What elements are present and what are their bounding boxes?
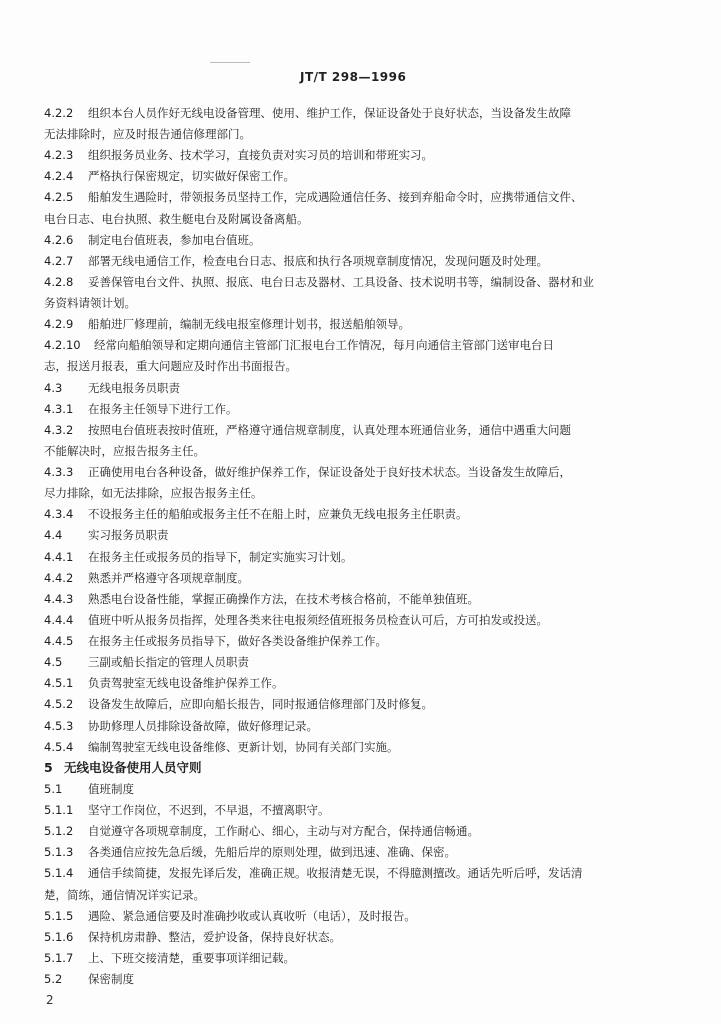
clause-number: 4.4.3 (44, 591, 74, 606)
clause-text: 协助修理人员排除设备故障，做好修理记录。 (88, 718, 318, 733)
clause-line (44, 423, 571, 437)
clause-text: 在报务主任或报务员指导下，做好各类设备维护保养工作。 (88, 634, 387, 649)
clause-line (44, 106, 571, 120)
clause-text: 值班中听从报务员指挥，处理各类来往电报须经值班报务员检查认可后，方可拍发或投送。 (88, 612, 548, 627)
clause-continuation (44, 296, 136, 310)
clause-line (44, 571, 249, 585)
clause-line (44, 634, 387, 648)
clause-line (44, 592, 479, 606)
clause-line (44, 190, 583, 204)
clause-number: 5.1.5 (44, 908, 74, 923)
clause-text: 正确使用电台各种设备，做好维护保养工作，保证设备处于良好技术状态。当设备发生故障后， (88, 465, 571, 480)
clause-number: 4.3.2 (44, 422, 74, 437)
clause-number: 4.2.4 (44, 169, 74, 184)
clause-number: 4.2.10 (44, 338, 81, 353)
clause-text: 编制驾驶室无线电设备维修、更新计划，协同有关部门实施。 (88, 739, 399, 754)
clause-number: 4.3.1 (44, 401, 74, 416)
clause-number: 4.2.8 (44, 274, 74, 289)
clause-text: 船舶发生遇险时，带领报务员坚持工作，完成遇险通信任务、接到弃船命令时，应携带通信文件、 (88, 190, 583, 205)
clause-number: 4.3 (44, 380, 63, 395)
clause-line (44, 402, 238, 416)
clause-continuation (44, 486, 263, 500)
clause-text: 经常向船舶领导和定期向通信主管部门汇报电台工作情况，每月向通信主管部门送审电台日 (94, 338, 554, 353)
clause-text: 熟悉并严格遵守各项规章制度。 (88, 570, 249, 585)
clause-continuation (44, 359, 297, 373)
clause-number: 4.2.6 (44, 232, 74, 247)
clause-text: 电台日志、电台执照、救生艇电台及附属设备离船。 (44, 211, 309, 226)
clause-text: 制定电台值班表，参加电台值班。 (88, 232, 261, 247)
clause-number: 4.4 (44, 528, 63, 543)
clause-text: 尽力排除，如无法排除，应报告报务主任。 (44, 486, 263, 501)
clause-text: 负责驾驶室无线电设备维护保养工作。 (88, 676, 284, 691)
clause-text: 在报务主任或报务员的指导下，制定实施实习计划。 (88, 549, 353, 564)
clause-number: 4.4.4 (44, 612, 74, 627)
clause-number: 4.5.2 (44, 697, 74, 712)
clause-text: 坚守工作岗位，不迟到，不早退，不擅离职守。 (88, 803, 330, 818)
clause-number: 5.1.6 (44, 929, 74, 944)
clause-number: 4.5.4 (44, 739, 74, 754)
clause-line (44, 275, 594, 289)
clause-text: 无法排除时，应及时报告通信修理部门。 (44, 127, 251, 142)
clause-line (44, 381, 180, 395)
clause-text: 妥善保管电台文件、执照、报底、电台日志及器材、工具设备、技术说明书等，编制设备、器材和业 (88, 274, 594, 289)
clause-line (44, 740, 399, 754)
clause-text: 部署无线电通信工作，检查电台日志、报底和执行各项规章制度情况，发现问题及时处理。 (88, 253, 548, 268)
clause-text: 各类通信应按先急后缓，先船后岸的原则处理，做到迅速、准确、保密。 (88, 845, 456, 860)
clause-line (44, 528, 169, 542)
clause-text: 楚，简练，通信情况详实记录。 (44, 887, 205, 902)
clause-number: 5.1.7 (44, 950, 74, 965)
clause-line (44, 613, 548, 627)
clause-line (44, 782, 134, 796)
clause-number: 5.2 (44, 972, 63, 986)
clause-number: 4.4.5 (44, 634, 74, 649)
clause-number: 4.4.2 (44, 570, 74, 585)
clause-line (44, 507, 468, 521)
clause-number: 4.5.1 (44, 676, 74, 691)
clause-line (44, 824, 479, 838)
clause-number: 5 (44, 759, 53, 775)
clause-text: 自觉遵守各项规章制度，工作耐心、细心，主动与对方配合，保持通信畅通。 (88, 824, 479, 839)
clause-text: 组织本台人员作好无线电设备管理、使用、维护工作，保证设备处于良好状态，当设备发生故障 (88, 106, 571, 120)
clause-number: 4.3.3 (44, 465, 74, 480)
clause-number: 4.5.3 (44, 718, 74, 733)
clause-text: 值班制度 (88, 781, 134, 796)
clause-number: 4.3.4 (44, 507, 74, 522)
clause-line (44, 951, 295, 965)
clause-line (44, 338, 554, 352)
page-number: 2 (46, 993, 54, 1007)
clause-text: 熟悉电台设备性能，掌握正确操作方法，在技术考核合格前，不能单独值班。 (88, 591, 479, 606)
clause-text: 设备发生故障后，应即向船长报告，同时报通信修理部门及时修复。 (88, 697, 433, 712)
clause-line (44, 317, 410, 331)
clause-text: 按照电台值班表按时值班，严格遵守通信规章制度，认真处理本班通信业务，通信中遇重大问题 (88, 422, 571, 437)
clause-number: 5.1.4 (44, 866, 74, 881)
clause-text: 上、下班交接清楚，重要事项详细记载。 (88, 950, 295, 965)
clause-number: 4.2.7 (44, 253, 74, 268)
clause-text: 不设报务主任的船舶或报务主任不在船上时，应兼负无线电报务主任职责。 (88, 507, 468, 522)
clause-line (44, 845, 456, 859)
clause-text: 不能解决时，应报告报务主任。 (44, 443, 205, 458)
clause-text: 务资料请领计划。 (44, 296, 136, 311)
clause-line (44, 697, 433, 711)
clause-line (44, 254, 548, 268)
clause-line (44, 169, 295, 183)
clause-line (44, 761, 202, 775)
clause-number: 4.2.2 (44, 106, 74, 120)
clause-number: 5.1 (44, 781, 63, 796)
clause-number: 4.5 (44, 655, 63, 670)
clause-line (44, 803, 330, 817)
clause-text: 组织报务员业务、技术学习，直接负责对实习员的培训和带班实习。 (88, 148, 433, 163)
clause-text: 无线电报务员职责 (88, 380, 180, 395)
clause-number: 4.4.1 (44, 549, 74, 564)
clause-text: 保密制度 (88, 972, 134, 986)
clause-line (44, 550, 353, 564)
clause-text: 在报务主任领导下进行工作。 (88, 401, 238, 416)
clause-continuation (44, 127, 251, 141)
clause-text: 通信手续简捷，发报先译后发，准确正规。收报清楚无误，不得臆测擅改。通话先听后呼，发话清 (88, 866, 583, 881)
clause-number: 4.2.5 (44, 190, 74, 205)
clause-line (44, 233, 261, 247)
clause-line (44, 972, 134, 986)
clause-continuation (44, 888, 205, 902)
clause-continuation (44, 212, 309, 226)
clause-text: 保持机房肃静、整洁，爱护设备，保持良好状态。 (88, 929, 341, 944)
clause-text: 无线电设备使用人员守则 (64, 759, 202, 775)
standard-code-header: JT/T 298—1996 (300, 70, 407, 84)
clause-text: 严格执行保密规定，切实做好保密工作。 (88, 169, 295, 184)
clause-line (44, 930, 341, 944)
clause-number: 5.1.2 (44, 824, 74, 839)
clause-text: 船舶进厂修理前，编制无线电报室修理计划书，报送船舶领导。 (88, 317, 410, 332)
clause-number: 4.2.9 (44, 317, 74, 332)
clause-text: 实习报务员职责 (88, 528, 169, 543)
clause-text: 遇险、紧急通信要及时准确抄收或认真收听（电话），及时报告。 (88, 908, 416, 923)
clause-line (44, 655, 249, 669)
clause-line (44, 148, 433, 162)
clause-continuation (44, 444, 205, 458)
clause-number: 5.1.1 (44, 803, 74, 818)
clause-number: 4.2.3 (44, 148, 74, 163)
clause-line (44, 866, 583, 880)
clause-line (44, 909, 416, 923)
clause-number: 5.1.3 (44, 845, 74, 860)
scan-artifact (210, 62, 250, 63)
clause-line (44, 676, 284, 690)
clause-text: 志，报送月报表，重大问题应及时作出书面报告。 (44, 359, 297, 374)
clause-text: 三副或船长指定的管理人员职责 (88, 655, 249, 670)
clause-line (44, 719, 318, 733)
clause-line (44, 465, 571, 479)
